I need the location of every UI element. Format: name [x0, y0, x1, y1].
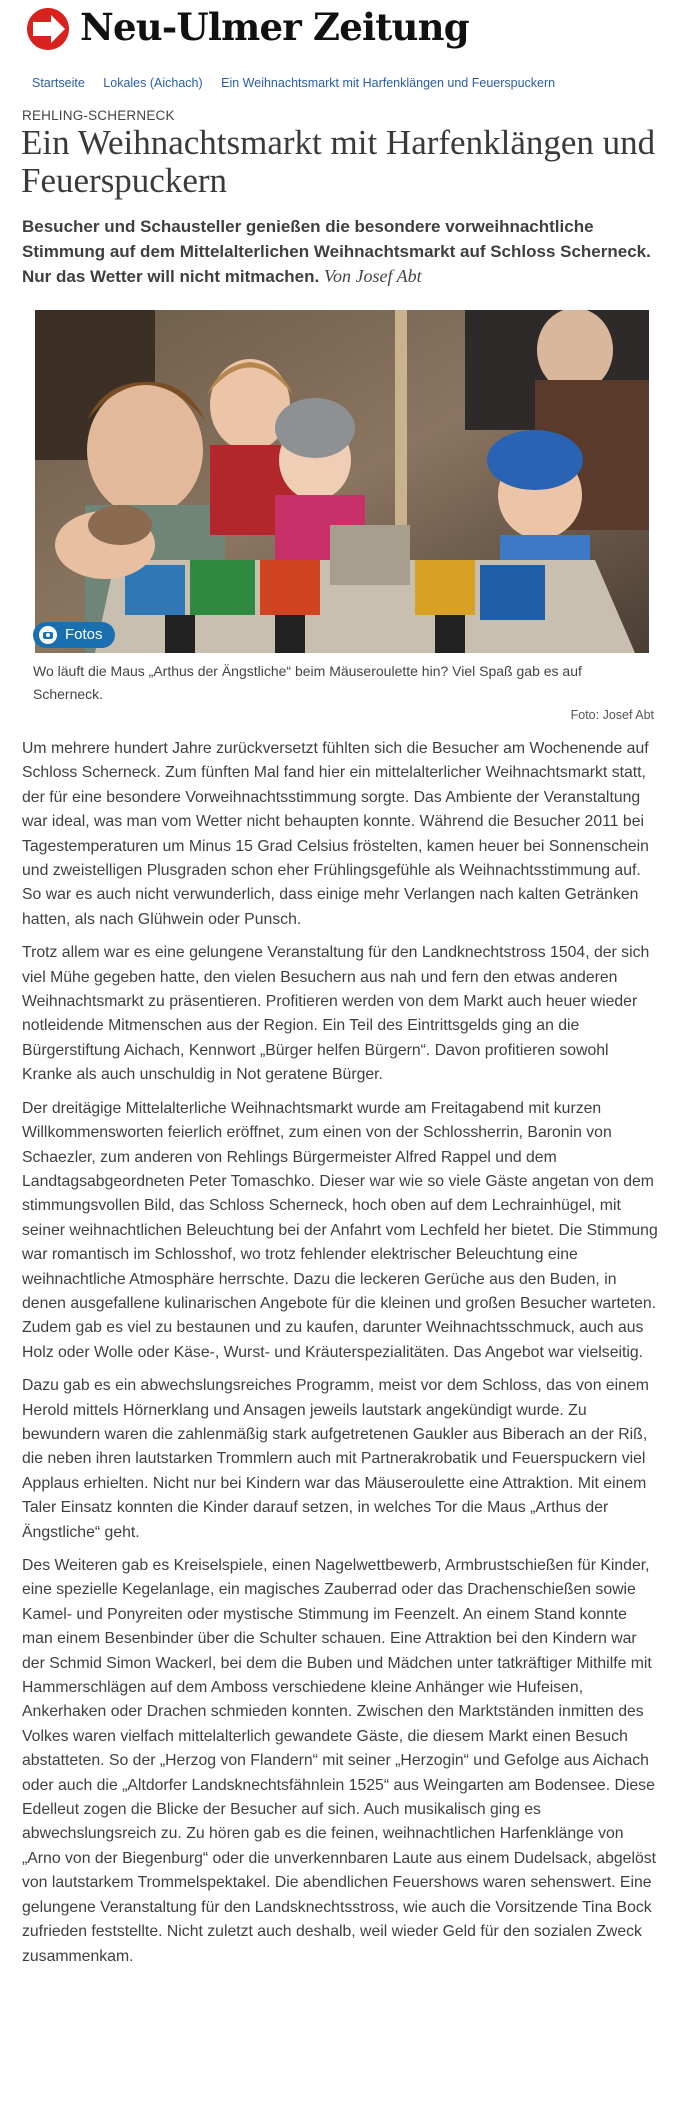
article-author: Von Josef Abt [323, 266, 422, 286]
photo-caption: Wo läuft die Maus „Arthus der Ängstliche“ beim Mäuseroulette hin? Viel Spaß gab es auf Scherneck. [33, 663, 582, 702]
breadcrumb-item-section[interactable]: Lokales (Aichach) [103, 76, 203, 90]
article-photo[interactable] [35, 310, 649, 653]
article-paragraph: Des Weiteren gab es Kreiselspiele, einen Nagelwettbewerb, Armbrustschießen für Kinder, eine spezielle Kegelanlage, ein magisches Zauberrad oder das Drachenschießen sowie Kamel- und Ponyreiten oder mystische Stimmung im Feenzelt. An einem Stand konnte man einem Besenbinder über die Schulter schauen. Eine Attraktion bei den Kindern war der Schmid Simon Wackerl, bei dem die Buben und Mädchen unter tatkräftiger Mithilfe mit Hammerschlägen auf dem Amboss verschiedene kleine Anhänger wie Hufeisen, Ankerhaken oder Drachen schmieden konnten. Zwischen den Marktständen inmitten des Volkes waren vielfach mittelalterlich gewandete Gäste, die diesem Markt einen Besuch abstatteten. So der „Herzog von Flandern“ mit seiner „Herzogin“ und Gefolge aus Aichach oder auch die „Altdorfer Landsknechtsfähnlein 1525“ aus Weingarten am Bodensee. Diese Edelleut zogen die Blicke der Besucher auf sich. Auch musikalisch ging es abwechslungsreich zu. Zu hören gab es die feinen, weihnachtlichen Harfenklänge von „Arno von der Biegenburg“ oder die unverkennbaren Laute aus einem Dudelsack, abgelöst von lautstarkem Trommelspektakel. Die abendlichen Feuershows waren sehenswert. Eine gelungene Veranstaltung für den Landsknechtsstross, wie auch die Vorsitzende Tina Bock zufrieden feststellte. Nicht zuletzt auch deshalb, weil wieder Geld für den sozialen Zweck zusammenkam. [22, 1557, 657, 1965]
camera-icon [39, 626, 57, 644]
article-paragraph: Der dreitägige Mittelalterliche Weihnachtsmarkt wurde am Freitagabend mit kurzen Willkommensworten feierlich eröffnet, zum einen von der Schlossherrin, Baronin von Schaezler, zum anderen von Rehlings Bürgermeister Alfred Rappel und dem Landtagsabgeordneten Peter Tomaschko. Dieser war wie so viele Gäste angetan von dem stimmungsvollen Bild, das Schloss Scherneck, hoch oben auf dem Lechrainhügel, mit seiner weihnachtlichen Beleuchtung bei der Anfahrt vom Lechfeld her bietet. Die Stimmung war romantisch im Schlosshof, wo trotz fehlender elektrischer Beleuchtung eine weihnachtliche Atmosphäre herrschte. Dazu die leckeren Gerüche aus den Buden, in denen ausgefallene kulinarischen Angebote für die kleinen und großen Besucher warteten. Zudem gab es viel zu bestaunen und zu kaufen, darunter Weihnachtsschmuck, auch aus Holz oder Wolle oder Käse-, Wurst- und Kräuterspezialitäten. Das Angebot war vielseitig. [22, 1099, 658, 1361]
photo-gallery-button[interactable] [33, 622, 115, 648]
photo-credit: Foto: Josef Abt [570, 708, 654, 722]
article-paragraph: Dazu gab es ein abwechslungsreiches Programm, meist vor dem Schloss, das von einem Herold mittels Hörnerklang und Ansagen jeweils lautstark angekündigt wurde. Zu bewundern waren die zahlenmäßig stark aufgetretenen Gaukler aus Biberach an der Riß, die neben ihren lautstarken Trommlern auch mit Partnerakrobatik und Feuerspuckern viel Applaus erhielten. Nicht nur bei Kindern war das Mäuseroulette eine Attraktion. Mit einem Taler Einsatz konnten die Kinder darauf setzen, in welches Tor die Maus „Arthus der Ängstliche“ geht. [22, 1377, 649, 1541]
logo-arrow-icon[interactable] [27, 8, 69, 50]
article-body [22, 737, 662, 1978]
article-teaser [22, 214, 662, 289]
teaser-text: Besucher und Schausteller genießen die besondere vorweihnachtliche Stimmung auf dem Mittelalterlichen Weihnachtsmarkt auf Schloss Scherneck. Nur das Wetter will nicht mitmachen. [22, 217, 651, 286]
site-logo[interactable]: Neu-Ulmer Zeitung [80, 5, 469, 49]
breadcrumb-item-home[interactable]: Startseite [32, 76, 85, 90]
photo-gallery-label: Fotos [65, 626, 103, 643]
article-paragraph: Um mehrere hundert Jahre zurückversetzt fühlten sich die Besucher am Wochenende auf Schloss Scherneck. Zum fünften Mal fand hier ein mittelalterlicher Weihnachtsmarkt statt, der für eine besondere Vorweihnachtsstimmung sorgte. Das Ambiente der Veranstaltung war ideal, was man vom Wetter nicht behaupten konnte. Während die Besucher 2011 bei Tagestemperaturen um Minus 15 Grad Celsius fröstelten, kamen heuer bei Sonnenschein und zweistelligen Plusgraden schon eher Frühlingsgefühle als Weihnachtsstimmung auf. So war es auch nicht verwunderlich, dass einige mehr Verlangen nach kalten Getränken hatten, als nach Glühwein oder Punsch. [22, 740, 649, 928]
breadcrumb [32, 76, 570, 90]
article-paragraph: Trotz allem war es eine gelungene Veranstaltung für den Landknechtstross 1504, der sich viel Mühe gegeben hatte, den vielen Besuchern aus nah und fern den etwas anderen Weihnachtsmarkt zu präsentieren. Profitieren werden von dem Markt auch heuer wieder notleidende Mitmenschen aus der Region. Ein Teil des Eintrittsgelds ging an die Bürgerstiftung Aichach, Kennwort „Bürger helfen Bürgern“. Davon profitieren sowohl Kranke als auch unschuldig in Not geratene Bürger. [22, 944, 650, 1084]
article-kicker: REHLING-SCHERNECK [22, 108, 175, 123]
article-headline: Ein Weihnachtsmarkt mit Harfenklängen und Feuerspuckern [21, 123, 656, 200]
site-header [0, 0, 684, 66]
breadcrumb-item-article[interactable]: Ein Weihnachtsmarkt mit Harfenklängen und Feuerspuckern [221, 76, 556, 90]
